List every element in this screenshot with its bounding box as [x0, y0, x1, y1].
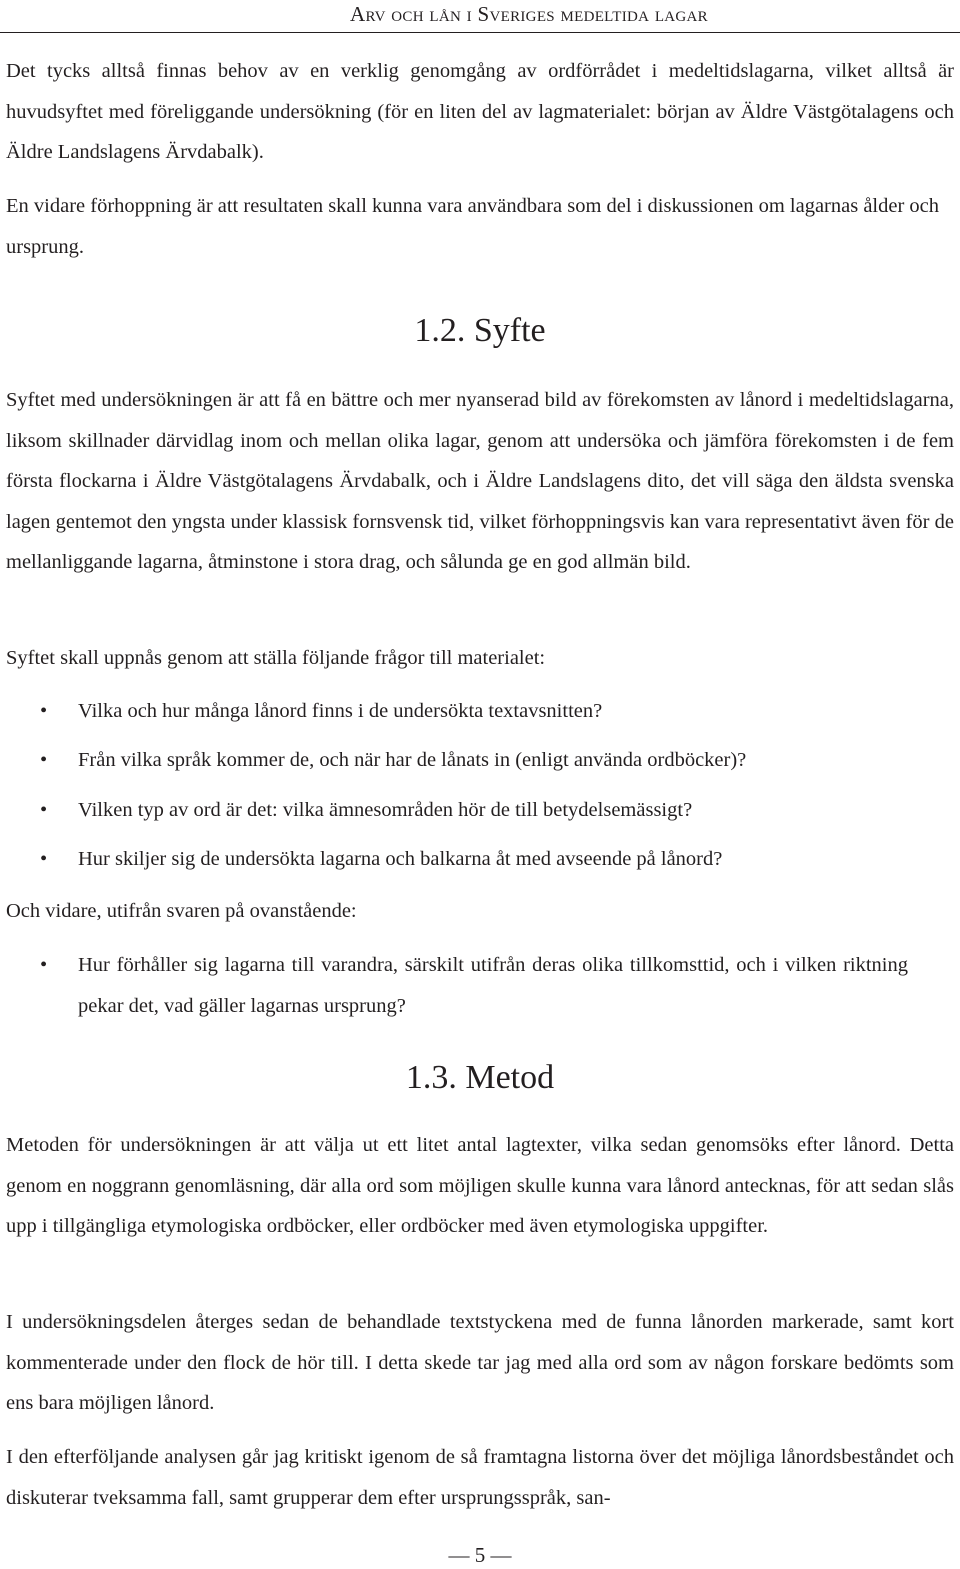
list-item-text: Hur förhåller sig lagarna till varandra, särskilt utifrån deras olika tillkomsttid, och i vilken riktning pekar det, vad gäller lagarnas ursprung?: [78, 954, 908, 1017]
heading-syfte: 1.2. Syfte: [414, 312, 546, 349]
bullet-icon: •: [40, 799, 48, 821]
paragraph-intro: Det tycks alltså finnas behov av en verklig genomgång av ordförrådet i medeltidslagarna, vilket alltså är huvudsyftet med föreliggande undersökning (för en liten del av lagmaterialet: början av Äldre Västgötalagens och Äldre Landslagens Ärvdabalk).: [6, 60, 954, 163]
running-header: [0, 0, 960, 33]
paragraph-questions-intro: Syftet skall uppnås genom att ställa följande frågor till materialet:: [6, 647, 546, 669]
heading-metod: 1.3. Metod: [405, 1059, 555, 1096]
list-item-text: Från vilka språk kommer de, och när har de lånats in (enligt använda ordböcker)?: [78, 749, 747, 771]
paragraph-analys: I den efterföljande analysen går jag kritiskt igenom de så framtagna listorna över det möjliga lånordsbeståndet och diskuterar tveksamma fall, samt grupperar dem efter ursprungsspråk, san-: [6, 1446, 954, 1509]
list-item-text: Hur skiljer sig de undersökta lagarna och balkarna åt med avseende på lånord?: [78, 848, 723, 870]
list-item-text: Vilken typ av ord är det: vilka ämnesområden hör de till betydelsemässigt?: [78, 799, 693, 821]
bullet-icon: •: [40, 848, 48, 870]
header-rule: [0, 32, 960, 33]
paragraph-metod: Metoden för undersökningen är att välja ut ett litet antal lagtexter, vilka sedan genomsöks efter lånord. Detta genom en noggrann genomläsning, där alla ord som möjligen skulle kunna vara lånord antecknas, för att sedan slås upp i tillgängliga etymologiska ordböcker, eller ordböcker med även etymologiska uppgifter.: [6, 1134, 954, 1237]
bullet-icon: •: [40, 749, 48, 771]
running-header-title: Arv och lån i Sveriges medeltida lagar: [350, 2, 708, 26]
bullet-icon: •: [40, 954, 48, 976]
page-number: — 5 —: [448, 1543, 512, 1567]
paragraph-syfte: Syftet med undersökningen är att få en bättre och mer nyanserad bild av förekomsten av lånord i medeltidslagarna, liksom skillnader därvidlag inom och mellan olika lagar, genom att undersöka och jämföra förekomsten i de fem första flockarna i Äldre Västgötalagens Ärvdabalk, och i Äldre Landslagens dito, det vill säga den äldsta svenska lagen gentemot den yngsta under klassisk fornsvensk tid, vilket förhoppningsvis kan vara representativt även för de mellanliggande lagarna, åtminstone i stora drag, och sålunda ge en god allmän bild.: [6, 389, 954, 573]
paragraph-undersokning: I undersökningsdelen återges sedan de behandlade textstyckena med de funna lånorden markerade, samt kort kommenterade under den flock de hör till. I detta skede tar jag med alla ord som av någon forskare bedömts som ens bara möjligen lånord.: [6, 1311, 954, 1414]
paragraph-followup-intro: Och vidare, utifrån svaren på ovanstående:: [6, 900, 357, 922]
bullet-icon: •: [40, 700, 48, 722]
list-item-text: Vilka och hur många lånord finns i de undersökta textavsnitten?: [78, 700, 603, 722]
paragraph-hope: En vidare förhoppning är att resultaten skall kunna vara användbara som del i diskussionen om lagarnas ålder och ursprung.: [6, 195, 940, 258]
